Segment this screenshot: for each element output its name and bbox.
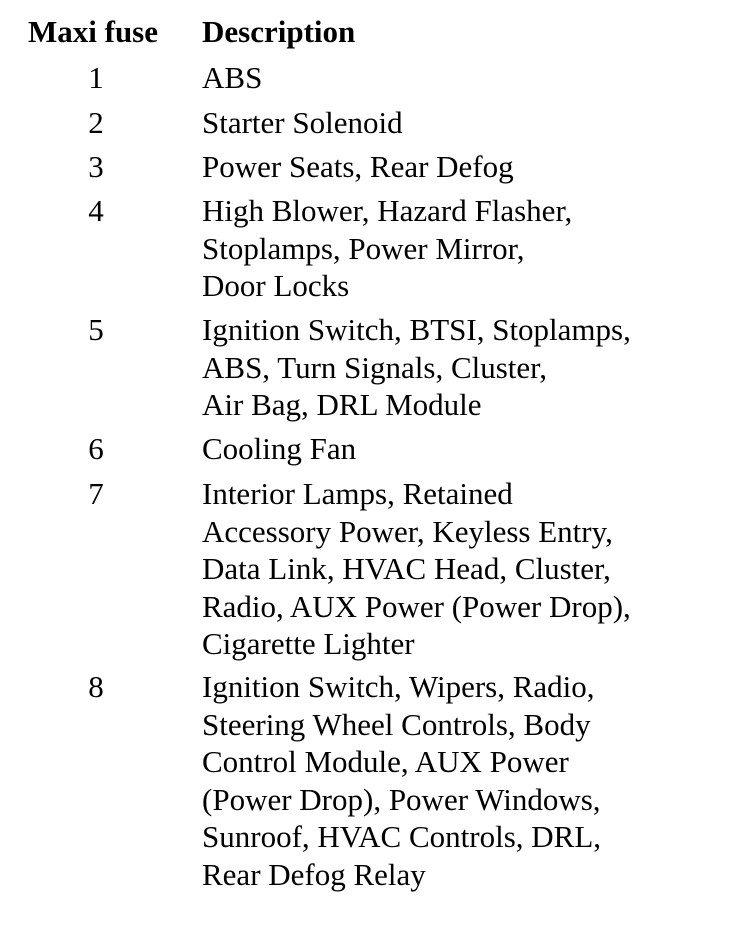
description-line: Power Seats, Rear Defog (202, 149, 514, 184)
description-line: Radio, AUX Power (Power Drop), (202, 588, 631, 624)
description-line: Stoplamps, Power Mirror, (202, 230, 525, 266)
description-line: Starter Solenoid (202, 105, 403, 140)
fuse-description (202, 192, 732, 305)
description-line: Sunroof, HVAC Controls, DRL, (202, 819, 602, 854)
description-line: ABS, Turn Signals, Cluster, (202, 349, 548, 385)
fuse-number: 5 (88, 312, 104, 347)
fuse-number: 8 (88, 669, 104, 704)
fuse-description (202, 148, 732, 186)
description-line: Rear Defog Relay (202, 856, 426, 892)
fuse-number: 3 (88, 149, 104, 184)
description-line: Accessory Power, Keyless Entry, (202, 513, 613, 549)
fuse-description (202, 104, 732, 142)
description-line: Air Bag, DRL Module (202, 387, 482, 422)
fuse-number: 1 (88, 60, 104, 95)
fuse-description (202, 668, 732, 893)
fuse-number: 2 (88, 105, 104, 140)
description-line: Control Module, AUX Power (202, 744, 569, 779)
description-line: Door Locks (202, 268, 350, 303)
description-line: Steering Wheel Controls, Body (202, 706, 591, 742)
fuse-description (202, 475, 732, 663)
description-line: High Blower, Hazard Flasher, (202, 193, 573, 228)
description-line: (Power Drop), Power Windows, (202, 781, 601, 817)
description-line: Interior Lamps, Retained (202, 476, 513, 511)
fuse-description (202, 430, 732, 468)
description-line: Cooling Fan (202, 431, 357, 466)
description-line: Ignition Switch, Wipers, Radio, (202, 669, 595, 704)
fuse-number: 4 (88, 193, 104, 228)
fuse-description (202, 311, 732, 424)
description-line: Ignition Switch, BTSI, Stoplamps, (202, 312, 631, 347)
fuse-number: 7 (88, 476, 104, 511)
header-description: Description (202, 14, 356, 49)
fuse-number: 6 (88, 431, 104, 466)
fuse-description (202, 59, 732, 97)
header-maxi-fuse: Maxi fuse (28, 14, 159, 49)
description-line: Data Link, HVAC Head, Cluster, (202, 551, 611, 586)
description-line: Cigarette Lighter (202, 626, 415, 661)
description-line: ABS (202, 60, 263, 95)
